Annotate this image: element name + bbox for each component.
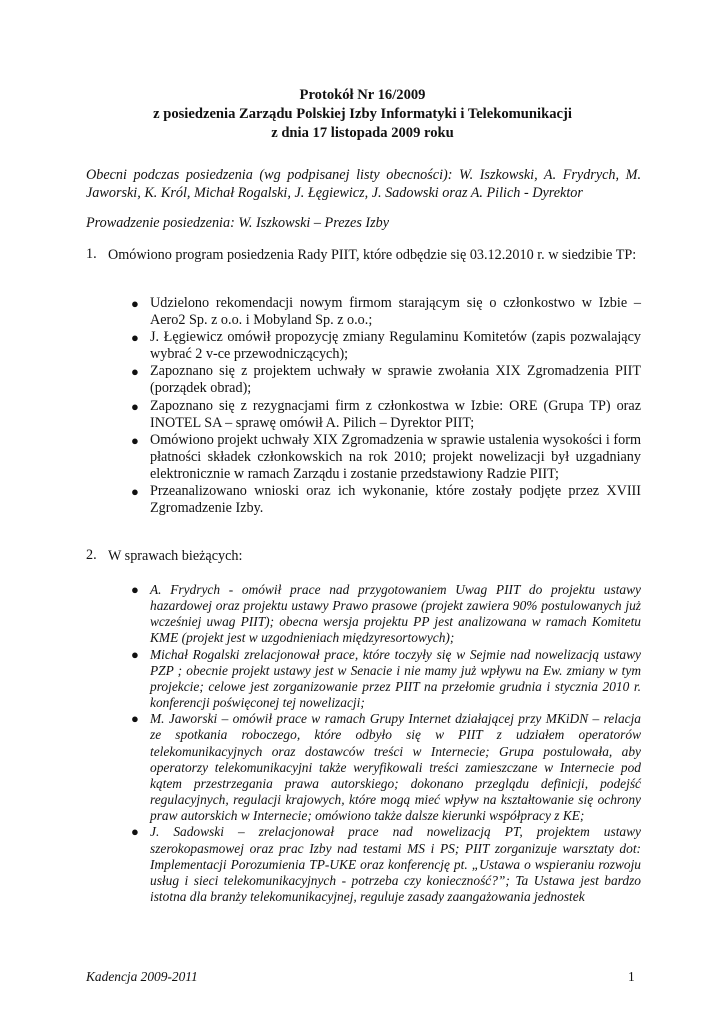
- bullet-icon: ●: [131, 296, 139, 311]
- list-item: ● J. Łęgiewicz omówił propozycję zmiany Regulaminu Komitetów (zapis pozwalający wybrać 2 v-ce przewodniczących);: [131, 329, 641, 363]
- footer-term: Kadencja 2009-2011: [86, 969, 198, 984]
- bullet-icon: ●: [131, 646, 139, 662]
- list-item: ● A. Frydrych - omówił prace nad przygotowaniem Uwag PIIT do projektu ustawy hazardowej oraz projektu ustawy Prawo prasowe (projekt zawiera 90% postulowanych już wcześniej uwag PIIT); obecna wersja projektu PP jest analizowana w ramach Komitetu KME (projekt jest w uzgodnieniach międzyresortowych);: [131, 582, 641, 646]
- document-date: z dnia 17 listopada 2009 roku: [271, 125, 454, 141]
- attendees-paragraph: Obecni podczas posiedzenia (wg podpisanej listy obecności): W. Iszkowski, A. Frydrych, M. Jaworski, K. Król, Michał Rogalski, J. Łęgiewicz, J. Sadowski oraz A. Pilich - Dyrektor: [86, 167, 641, 201]
- list-item: ● J. Sadowski – zrelacjonował prace nad nowelizacją PT, projektem ustawy szerokopasmowej oraz prac Izby nad testami MS i PS; PIIT zorganizuje warsztaty dot: Implementacji Porozumienia TP-UKE oraz konferencję pt. „Ustawa o wspieraniu rozwoju usług i sieci telekomunikacyjnych - potrzeba czy konieczność?”; Ta Ustawa jest bardzo istotna dla branży telekomunikacyjnej, reguluje zasady zaangażowania jednostek: [131, 824, 641, 904]
- section-2-list: [128, 582, 641, 905]
- document-subtitle: z posiedzenia Zarządu Polskiej Izby Informatyki i Telekomunikacji: [153, 106, 572, 122]
- bullet-icon: ●: [131, 824, 139, 840]
- list-item: ● Zapoznano się z projektem uchwały w sprawie zwołania XIX Zgromadzenia PIIT (porządek obrad);: [131, 363, 641, 397]
- bullet-icon: ●: [131, 398, 139, 414]
- bullet-icon: ●: [131, 484, 139, 500]
- list-item: ● Zapoznano się z rezygnacjami firm z członkostwa w Izbie: ORE (Grupa TP) oraz INOTEL SA – sprawę omówił A. Pilich – Dyrektor PIIT;: [131, 397, 641, 431]
- document-title: Protokół Nr 16/2009: [299, 87, 426, 103]
- bullet-icon: ●: [131, 582, 139, 597]
- bullet-icon: ●: [131, 711, 139, 727]
- bullet-icon: ●: [131, 330, 139, 346]
- bullet-icon: ●: [131, 432, 139, 448]
- list-item: ● M. Jaworski – omówił prace w ramach Grupy Internet działającej przy MKiDN – relacja ze spotkania roboczego, które odbyło się w PIIT z udziałem operatorów telekomunikacyjnych oraz dostawców treści w Internecie; Grupa postulowała, aby operatorzy telekomunikacyjni także weryfikowali treści zamieszczane w Internecie pod kątem przestrzegania prawa autorskiego; dokonano przeglądu definicji, podejść regulacyjnych, regulacji krajowych, które mogą mieć wpływ na kształtowanie się ochrony praw autorskich w Internecie; omówiono także dalsze kierunki współpracy z KE;: [131, 711, 641, 824]
- chair-paragraph: Prowadzenie posiedzenia: W. Iszkowski – Prezes Izby: [86, 215, 390, 231]
- page-number: 1: [628, 969, 635, 984]
- section-2-text: W sprawach bieżących:: [108, 548, 243, 564]
- list-item: ● Udzielono rekomendacji nowym firmom starającym się o członkostwo w Izbie – Aero2 Sp. z o.o. i Mobyland Sp. z o.o.;: [131, 295, 641, 329]
- section-1-number: 1.: [86, 246, 97, 262]
- list-item: ● Przeanalizowano wnioski oraz ich wykonanie, które zostały podjęte przez XVIII Zgromadzenie Izby.: [131, 483, 641, 517]
- list-item: ● Omówiono projekt uchwały XIX Zgromadzenia w sprawie ustalenia wysokości i form płatności składek członkowskich na rok 2010; projekt nowelizacji był uzgadniany elektronicznie w ramach Zarządu i zostanie przedstawiony Radzie PIIT;: [131, 431, 641, 482]
- section-1-list: [128, 295, 641, 517]
- section-1-text: Omówiono program posiedzenia Rady PIIT, które odbędzie się 03.12.2010 r. w siedzibie TP:: [108, 247, 637, 263]
- bullet-icon: ●: [131, 364, 139, 380]
- section-2-number: 2.: [86, 547, 97, 563]
- list-item: ● Michał Rogalski zrelacjonował prace, które toczyły się w Sejmie nad nowelizacją ustawy PZP ; obecnie projekt ustawy jest w Senacie i nie mamy już wpływu na Ew. zmiany w tym projekcie; celowe jest zorganizowanie przez PIIT na przełomie grudnia i stycznia 2010 r. konferencji poświęconej tej nowelizacji;: [131, 646, 641, 711]
